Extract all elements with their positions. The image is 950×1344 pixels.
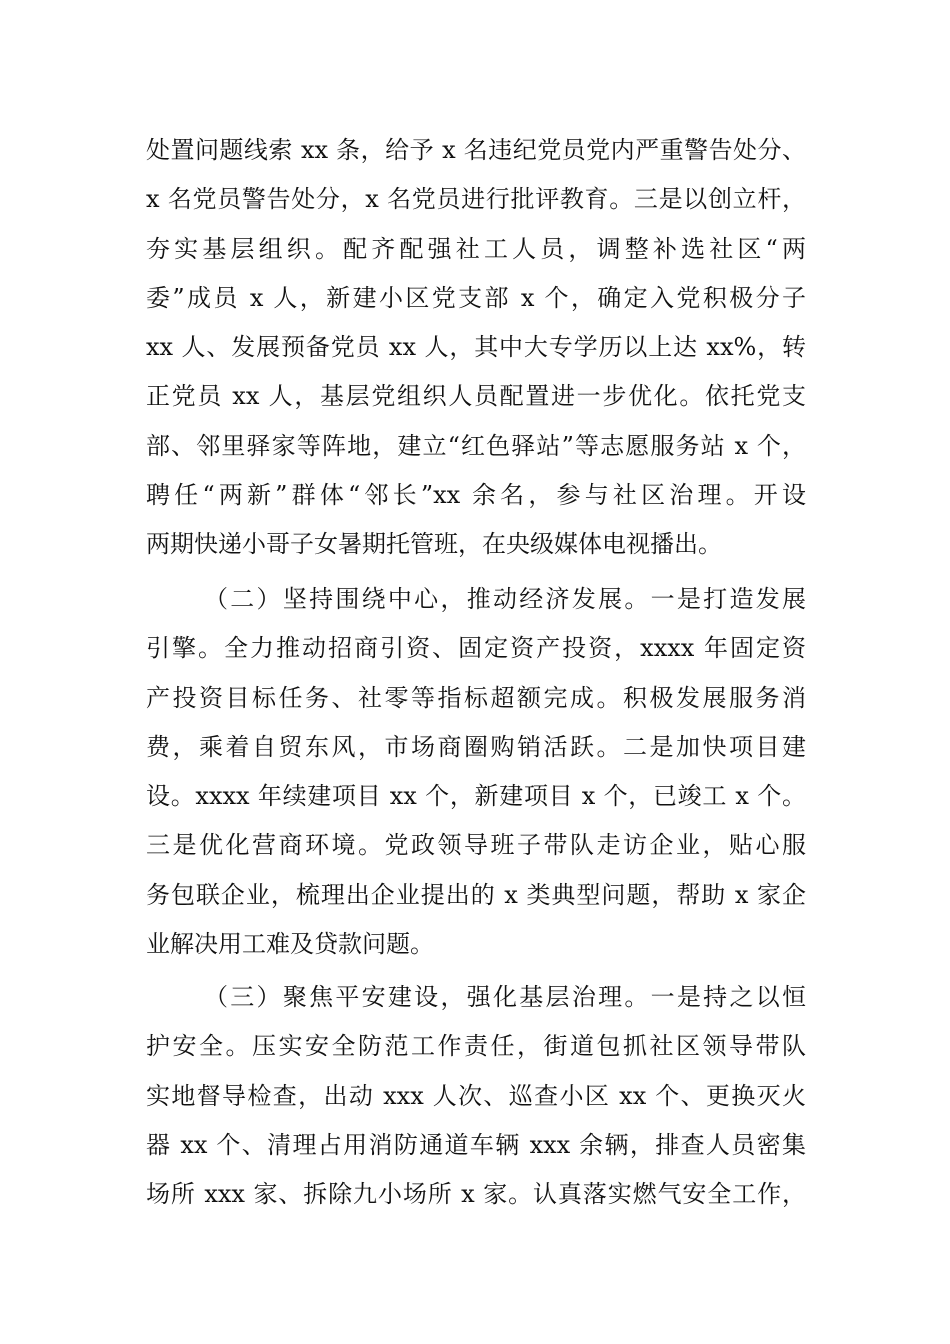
paragraph-line: 实地督导检查，出动 xxx 人次、巡查小区 xx 个、更换灭火 (146, 1081, 806, 1110)
paragraph-line: 产投资目标任务、社零等指标超额完成。积极发展服务消 (146, 683, 806, 712)
paragraph-line: 两期快递小哥子女暑期托管班，在央级媒体电视播出。 (146, 530, 722, 559)
paragraph-3 (146, 973, 806, 1219)
paragraph-line: 护安全。压实安全防范工作责任，街道包抓社区领导带队 (146, 1032, 806, 1061)
paragraph-line: 业解决用工难及贷款问题。 (146, 930, 434, 959)
paragraph-line: 聘任“两新”群体“邻长”xx 余名，参与社区治理。开设 (146, 481, 806, 510)
paragraph-line: 费，乘着自贸东风，市场商圈购销活跃。二是加快项目建 (146, 732, 806, 761)
paragraph-line: 三是优化营商环境。党政领导班子带队走访企业，贴心服 (146, 831, 806, 860)
paragraph-line: 部、邻里驿家等阵地，建立“红色驿站”等志愿服务站 x 个， (146, 431, 806, 460)
paragraph-line: 引擎。全力推动招商引资、固定资产投资，xxxx 年固定资 (146, 634, 806, 663)
paragraph-line: 器 xx 个、清理占用消防通道车辆 xxx 余辆，排查人员密集 (146, 1130, 806, 1159)
paragraph-1 (146, 126, 806, 570)
paragraph-line: 委”成员 x 人，新建小区党支部 x 个，确定入党积极分子 (146, 283, 806, 312)
paragraph-line: 设。xxxx 年续建项目 xx 个，新建项目 x 个，已竣工 x 个。 (146, 782, 806, 811)
paragraph-2 (146, 575, 806, 969)
paragraph-line: x 名党员警告处分，x 名党员进行批评教育。三是以创立杆， (146, 185, 806, 214)
paragraph-line: xx 人、发展预备党员 xx 人，其中大专学历以上达 xx%，转 (146, 333, 806, 362)
paragraph-line: 正党员 xx 人，基层党组织人员配置进一步优化。依托党支 (146, 382, 806, 411)
section-heading-line: （三）聚焦平安建设，强化基层治理。一是持之以恒 (204, 983, 806, 1011)
paragraph-line: 务包联企业，梳理出企业提出的 x 类典型问题，帮助 x 家企 (146, 880, 806, 909)
section-heading-line: （二）坚持围绕中心，推动经济发展。一是打造发展 (204, 585, 806, 613)
paragraph-line: 夯实基层组织。配齐配强社工人员，调整补选社区“两 (146, 234, 806, 263)
paragraph-line: 场所 xxx 家、拆除九小场所 x 家。认真落实燃气安全工作， (146, 1180, 806, 1209)
paragraph-line: 处置问题线索 xx 条，给予 x 名违纪党员党内严重警告处分、 (146, 136, 806, 164)
